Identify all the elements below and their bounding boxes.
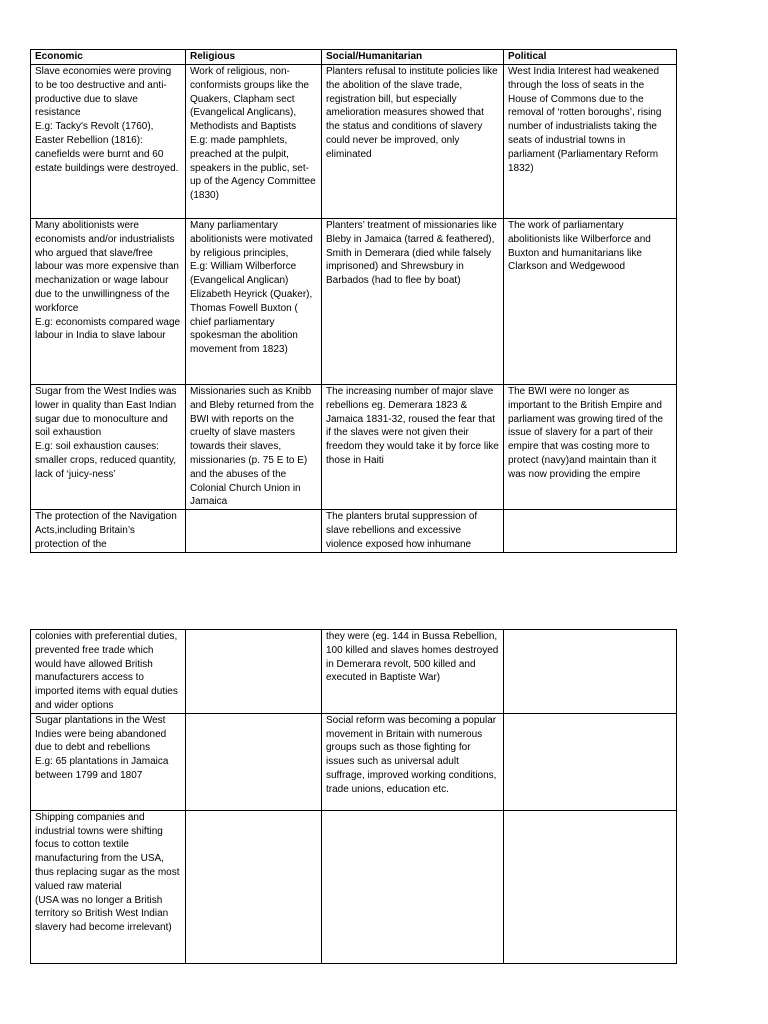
factors-table-page-2	[30, 629, 677, 964]
political-cell	[504, 510, 677, 552]
political-cell	[504, 810, 677, 963]
table-row	[31, 810, 677, 963]
religious-cell	[186, 810, 322, 963]
religious-cell	[186, 510, 322, 552]
religious-cell	[186, 630, 322, 714]
economic-cell: Sugar plantations in the West Indies were being abandoned due to debt and rebellions E.g: 65 plantations in Jamaica between 1799 and 1807	[31, 713, 186, 810]
religious-cell: Many parliamentary abolitionists were motivated by religious principles, E.g: William Wilberforce (Evangelical Anglican) Elizabeth Heyrick (Quaker), Thomas Fowell Buxton ( chief parliamentary spokesman the abolition movement from 1823)	[186, 219, 322, 385]
social-humanitarian-cell	[322, 810, 504, 963]
economic-cell: Sugar from the West Indies was lower in quality than East Indian sugar due to monoculture and soil exhaustion E.g: soil exhaustion causes: smaller crops, reduced quantity, lack of ‘juicy-ness’	[31, 385, 186, 510]
social-humanitarian-cell: The planters brutal suppression of slave rebellions and excessive violence exposed how inhumane	[322, 510, 504, 552]
economic-cell: Many abolitionists were economists and/or industrialists who argued that slave/free labour was more expensive than mechanization or wage labour due to the unwillingness of the workforce E.g: economists compared wage labour in India to slave labour	[31, 219, 186, 385]
table-header-row	[31, 50, 677, 65]
social-humanitarian-cell: Social reform was becoming a popular movement in Britain with numerous groups such as those fighting for issues such as universal adult suffrage, improved working conditions, trade unions, education etc.	[322, 713, 504, 810]
table-row	[31, 510, 677, 552]
table-row	[31, 630, 677, 714]
economic-cell: colonies with preferential duties, prevented free trade which would have allowed British manufacturers access to imported items with equal duties and wider options	[31, 630, 186, 714]
social-humanitarian-cell: The increasing number of major slave rebellions eg. Demerara 1823 & Jamaica 1831-32, roused the fear that if the slaves were not given their freedom they would take it by force like those in Haiti	[322, 385, 504, 510]
religious-cell: Missionaries such as Knibb and Bleby returned from the BWI with reports on the cruelty of slave masters towards their slaves, missionaries (p. 75 E to E) and the abuses of the Colonial Church Union in Jamaica	[186, 385, 322, 510]
header-religious: Religious	[186, 50, 322, 65]
religious-cell	[186, 713, 322, 810]
political-cell: West India Interest had weakened through the loss of seats in the House of Commons due to the removal of ‘rotten boroughs’, rising number of industrialists taking the seats of industrial towns in parliament (Parliamentary Reform 1832)	[504, 65, 677, 219]
religious-cell: Work of religious, non-conformists groups like the Quakers, Clapham sect (Evangelical Anglicans), Methodists and Baptists E.g: made pamphlets, preached at the pulpit, speakers in the public, set-up of the Agency Committee (1830)	[186, 65, 322, 219]
factors-table-page-1	[30, 49, 677, 553]
table-row	[31, 219, 677, 385]
header-social-humanitarian: Social/Humanitarian	[322, 50, 504, 65]
political-cell	[504, 630, 677, 714]
political-cell: The BWI were no longer as important to the British Empire and parliament was growing tired of the issue of slavery for a part of their empire that was costing more to protect (navy)and maintain than it was now providing the empire	[504, 385, 677, 510]
economic-cell: Slave economies were proving to be too destructive and anti-productive due to slave resistance E.g: Tacky's Revolt (1760), Easter Rebellion (1816): canefields were burnt and 60 estate buildings were destroyed.	[31, 65, 186, 219]
political-cell	[504, 713, 677, 810]
header-political: Political	[504, 50, 677, 65]
table-row	[31, 713, 677, 810]
table-row	[31, 65, 677, 219]
social-humanitarian-cell: they were (eg. 144 in Bussa Rebellion, 100 killed and slaves homes destroyed in Demerara revolt, 500 killed and executed in Baptiste War)	[322, 630, 504, 714]
header-economic: Economic	[31, 50, 186, 65]
political-cell: The work of parliamentary abolitionists like Wilberforce and Buxton and humanitarians like Clarkson and Wedgewood	[504, 219, 677, 385]
economic-cell: The protection of the Navigation Acts,including Britain’s protection of the	[31, 510, 186, 552]
social-humanitarian-cell: Planters refusal to institute policies like the abolition of the slave trade, registration bill, but especially amelioration measures showed that the status and conditions of slavery could never be improved, only eliminated	[322, 65, 504, 219]
economic-cell: Shipping companies and industrial towns were shifting focus to cotton textile manufacturing from the USA, thus replacing sugar as the most valued raw material (USA was no longer a British territory so British West Indian slavery had become irrelevant)	[31, 810, 186, 963]
table-row	[31, 385, 677, 510]
social-humanitarian-cell: Planters’ treatment of missionaries like Bleby in Jamaica (tarred & feathered), Smith in Demerara (died while falsely imprisoned) and Shrewsbury in Barbados (had to flee by boat)	[322, 219, 504, 385]
